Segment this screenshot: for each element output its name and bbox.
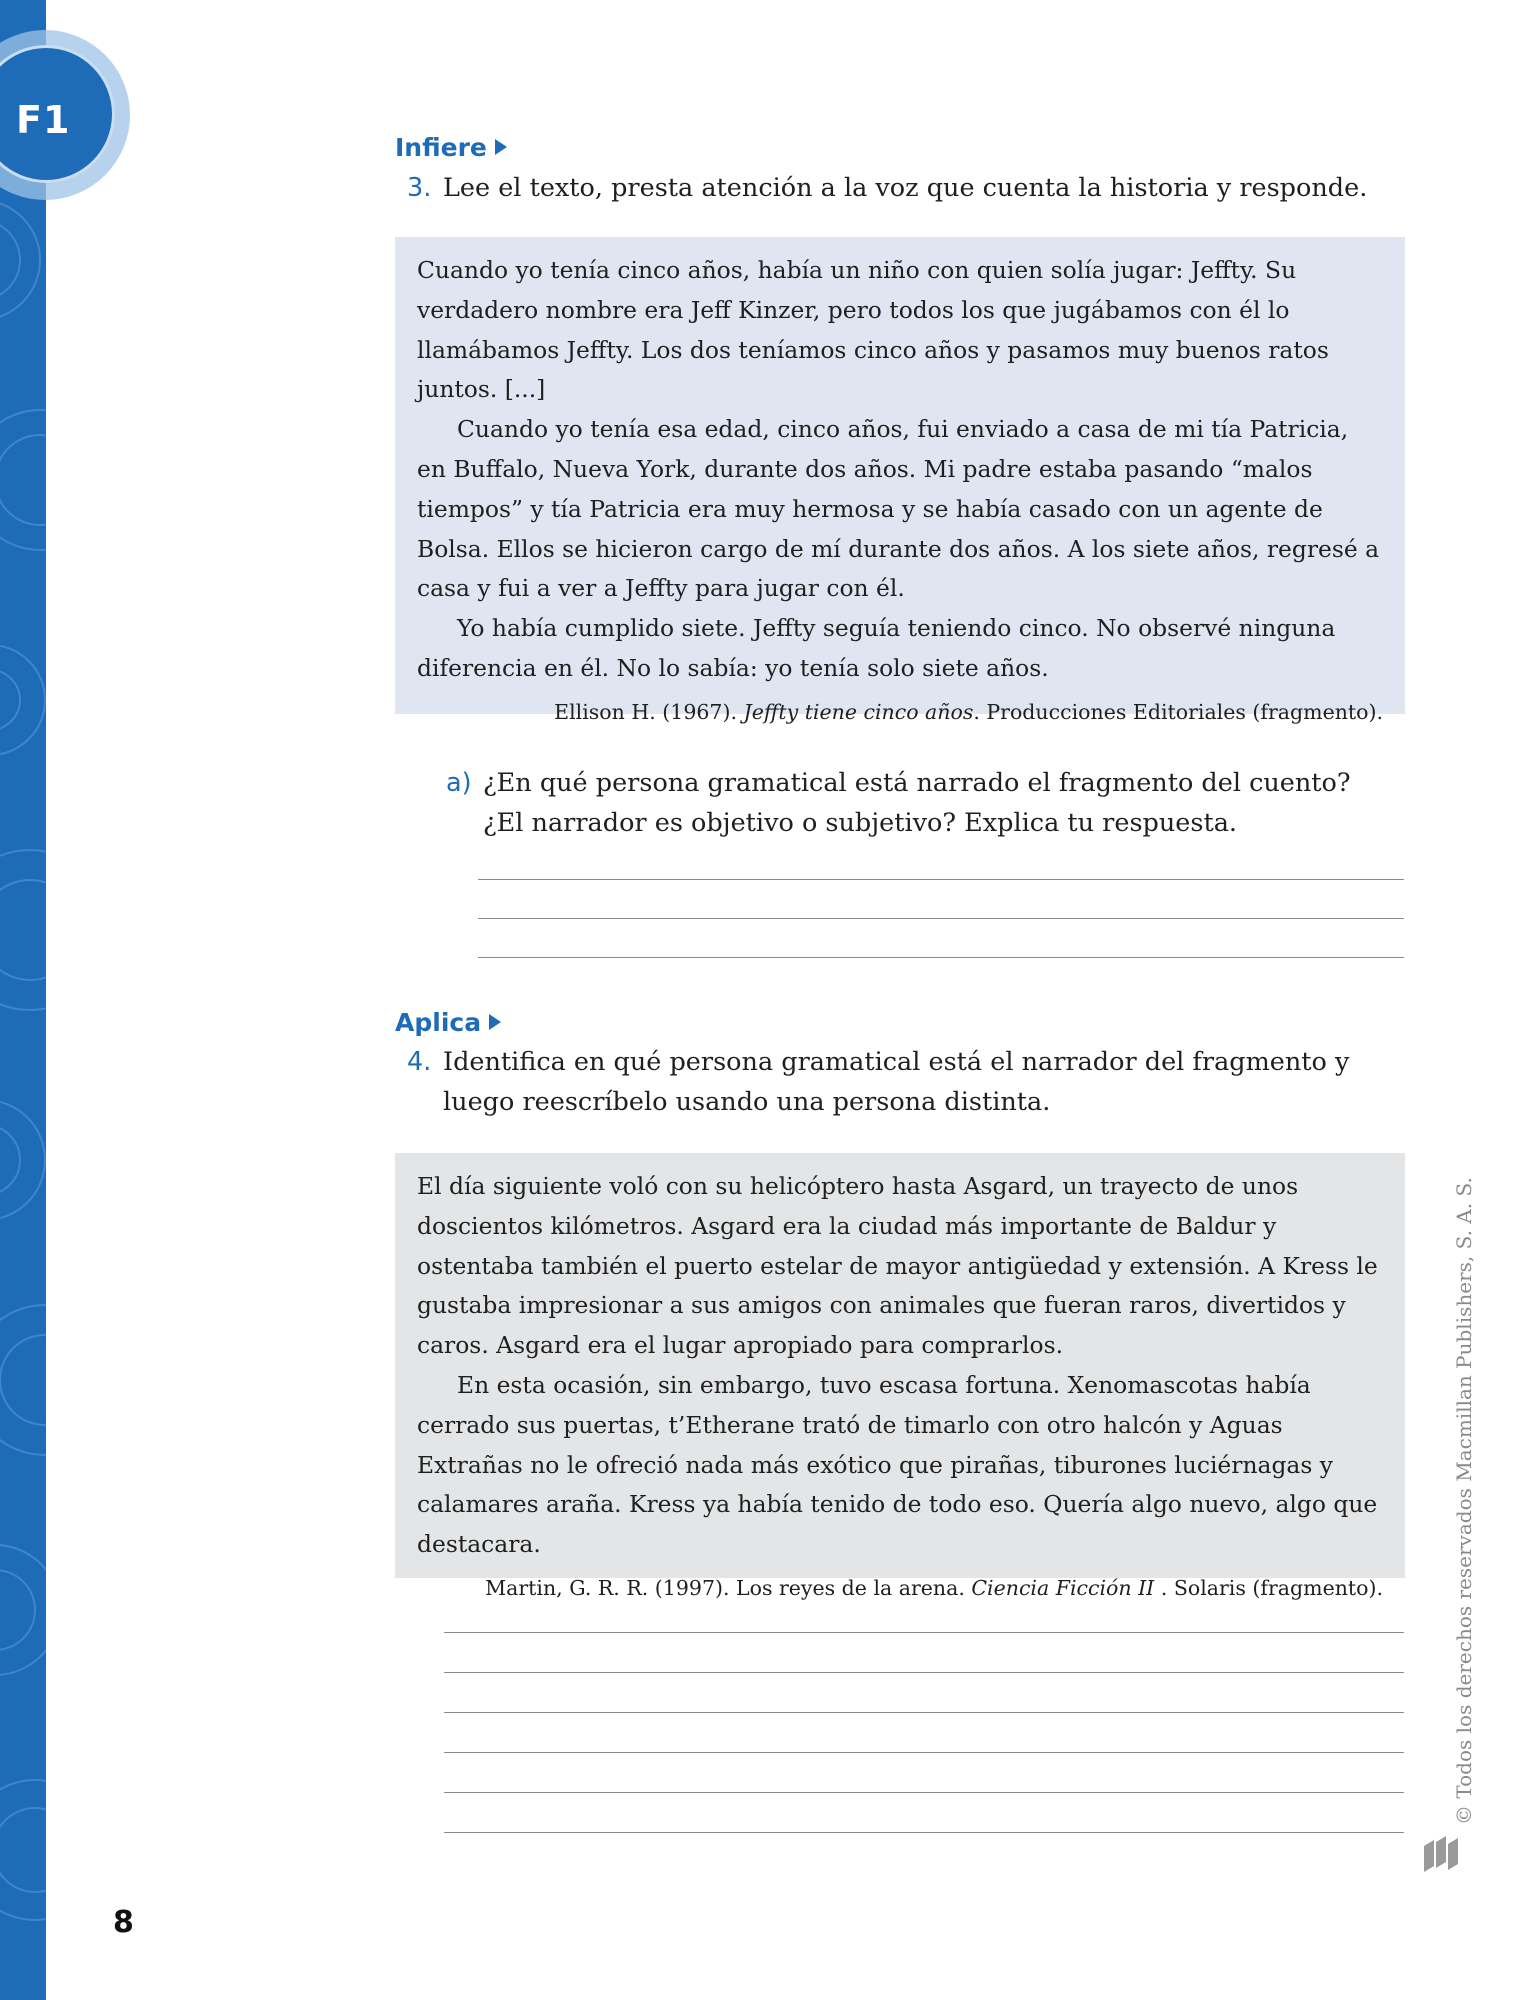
answer-line[interactable] — [444, 1792, 1404, 1793]
passage-paragraph: El día siguiente voló con su helicóptero hasta Asgard, un trayecto de unos doscientos kilómetros. Asgard era la ciudad más importante de Baldur y ostentaba también el puerto estelar de mayor antigüedad y extensión. A Kress le gustaba impresionar a sus amigos con animales que fueran raros, divertidos y caros. Asgard era el lugar apropiado para comprarlos. — [417, 1172, 1378, 1360]
answer-line[interactable] — [478, 957, 1404, 958]
question-3 — [407, 168, 1403, 208]
answer-line[interactable] — [444, 1832, 1404, 1833]
question-number: 3. — [407, 173, 432, 203]
answer-line[interactable] — [478, 918, 1404, 919]
section-heading-aplica — [395, 1008, 501, 1037]
triangle-right-icon — [489, 1014, 501, 1030]
question-4 — [407, 1042, 1403, 1122]
reading-passage-1 — [395, 237, 1405, 724]
passage-citation — [417, 1569, 1383, 1609]
answer-line[interactable] — [478, 879, 1404, 880]
passage-paragraph: Yo había cumplido siete. Jeffty seguía teniendo cinco. No observé ninguna diferencia en él. No lo sabía: yo tenía solo siete años. — [417, 614, 1336, 682]
publisher-logo-icon — [1422, 1836, 1462, 1874]
question-number: 4. — [407, 1047, 432, 1077]
section-heading-infiere — [395, 133, 507, 162]
passage-paragraph: Cuando yo tenía cinco años, había un niño con quien solía jugar: Jeffty. Su verdadero nombre era Jeff Kinzer, pero todos los que jugábamos con él lo llamábamos Jeffty. Los dos teníamos cinco años y pasamos muy buenos ratos juntos. [...] — [417, 256, 1329, 404]
passage-paragraph: En esta ocasión, sin embargo, tuvo escasa fortuna. Xenomascotas había cerrado sus puertas, t’Etherane trató de timarlo con otro halcón y Aguas Extrañas no le ofreció nada más exótico que pirañas, tiburones luciérnagas y calamares araña. Kress ya había tenido de todo eso. Quería algo nuevo, algo que destacara. — [417, 1370, 1378, 1559]
reading-passage-2 — [395, 1153, 1405, 1600]
citation-title: Jeffty tiene cinco años — [743, 699, 974, 724]
citation-text: Martin, G. R. R. (1997). Los reyes de la arena. — [485, 1575, 972, 1600]
unit-badge — [0, 30, 130, 200]
unit-badge-label: F1 — [16, 98, 71, 142]
question-text: Lee el texto, presta atención a la voz que cuenta la historia y responde. — [443, 173, 1368, 203]
copyright-notice: © Todos los derechos reservados Macmillan Publishers, S. A. S. — [1452, 1177, 1476, 1825]
answer-line[interactable] — [444, 1752, 1404, 1753]
answer-line[interactable] — [444, 1672, 1404, 1673]
decorative-sidebar — [0, 0, 46, 2000]
triangle-right-icon — [495, 139, 507, 155]
answer-line[interactable] — [444, 1712, 1404, 1713]
citation-text: . Solaris (fragmento). — [1154, 1575, 1383, 1600]
citation-text: . Producciones Editoriales (fragmento). — [973, 699, 1383, 724]
subquestion-label: a) — [446, 768, 472, 798]
section-heading-label: Aplica — [395, 1008, 482, 1037]
citation-title: Ciencia Ficción II — [971, 1575, 1155, 1600]
swirl-pattern-icon — [0, 0, 46, 2000]
passage-citation — [417, 693, 1383, 733]
passage-paragraph: Cuando yo tenía esa edad, cinco años, fui enviado a casa de mi tía Patricia, en Buffalo, Nueva York, durante dos años. Mi padre estaba pasando “malos tiempos” y tía Patricia era muy hermosa y se había casado con un agente de Bolsa. Ellos se hicieron cargo de mí durante dos años. A los siete años, regresé a casa y fui a ver a Jeffty para jugar con él. — [417, 415, 1380, 603]
section-heading-label: Infiere — [395, 133, 487, 162]
question-text: Identifica en qué persona gramatical está el narrador del fragmento y luego reescríbelo usando una persona distinta. — [443, 1047, 1350, 1117]
question-3a — [446, 763, 1383, 843]
page-number: 8 — [113, 1905, 134, 1940]
subquestion-text: ¿En qué persona gramatical está narrado el fragmento del cuento? ¿El narrador es objetivo o subjetivo? Explica tu respuesta. — [483, 768, 1351, 838]
answer-line[interactable] — [444, 1632, 1404, 1633]
citation-text: Ellison H. (1967). — [554, 699, 744, 724]
